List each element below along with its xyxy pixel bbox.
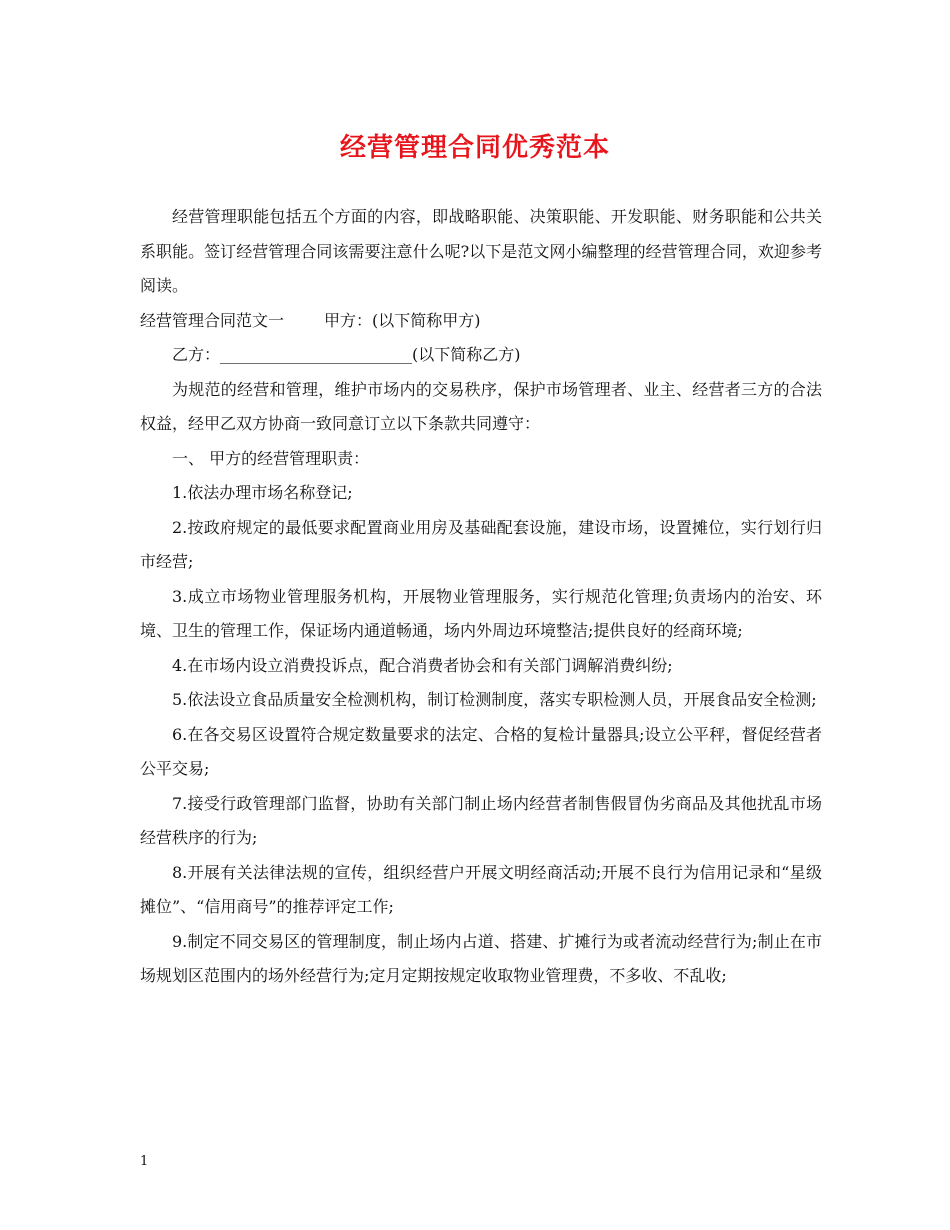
clause-8: 8.开展有关法律法规的宣传，组织经营户开展文明经商活动;开展不良行为信用记录和“星级摊位”、“信用商号”的推荐评定工作; [140,862,822,916]
party-b-prefix: 乙方： [172,345,221,364]
clause-6: 6.在各交易区设置符合规定数量要求的法定、合格的复检计量器具;设立公平秤，督促经营者公平交易; [140,724,822,778]
page-number: 1 [140,1154,149,1169]
clause-9: 9.制定不同交易区的管理制度，制止场内占道、搭建、扩摊行为或者流动经营行为;制止在市场规划区范围内的场外经营行为;定月定期按规定收取物业管理费，不多收、不乱收; [140,931,822,985]
sample-heading: 经营管理合同范文一 [140,310,285,330]
clause-3: 3.成立市场物业管理服务机构，开展物业管理服务，实行规范化管理;负责场内的治安、环境、卫生的管理工作，保证场内通道畅通，场内外周边环境整洁;提供良好的经商环境; [140,586,822,640]
document-title: 经营管理合同优秀范本 [339,133,610,163]
preamble-paragraph: 为规范的经营和管理，维护市场内的交易秩序，保护市场管理者、业主、经营者三方的合法权益，经甲乙双方协商一致同意订立以下条款共同遵守： [140,379,822,433]
sample-heading-line [140,304,822,339]
clause-7: 7.接受行政管理部门监督，协助有关部门制止场内经营者制售假冒伪劣商品及其他扰乱市场经营秩序的行为; [140,793,822,847]
party-b-line [140,338,822,373]
document-body [140,200,822,994]
clause-4: 4.在市场内设立消费投诉点，配合消费者协会和有关部门调解消费纠纷; [172,655,673,675]
clause-5: 5.依法设立食品质量安全检测机构，制订检测制度，落实专职检测人员，开展食品安全检测; [172,690,817,709]
party-b-blank: ________________________ [220,345,413,364]
intro-paragraph: 经营管理职能包括五个方面的内容，即战略职能、决策职能、开发职能、财务职能和公共关系职能。签订经营管理合同该需要注意什么呢?以下是范文网小编整理的经营管理合同，欢迎参考阅读。 [140,207,822,295]
party-b-suffix: (以下简称乙方) [412,345,521,364]
party-a-line: 甲方：(以下简称甲方) [324,310,481,330]
section-1-title: 一、 甲方的经营管理职责： [172,448,370,468]
clause-1: 1.依法办理市场名称登记; [172,483,353,502]
clause-2: 2.按政府规定的最低要求配置商业用房及基础配套设施，建设市场，设置摊位，实行划行归市经营; [140,517,822,571]
